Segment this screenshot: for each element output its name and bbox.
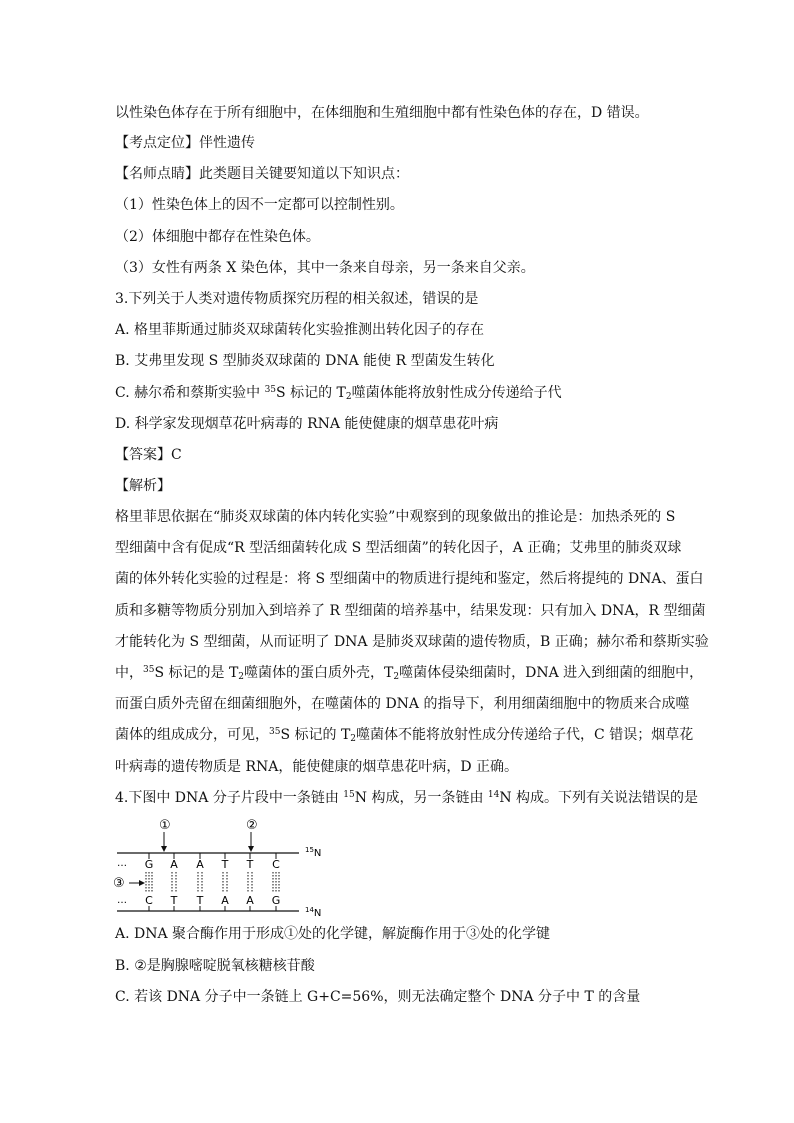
top-strand-label: $^{15}$N xyxy=(305,846,322,859)
isotope-sup: 14 xyxy=(487,790,500,800)
option-c-text: 噬菌体能将放射性成分传递给子代 xyxy=(351,385,562,401)
analysis-line: 菌的体外转化实验的过程是：将 S 型细菌中的物质进行提纯和鉴定，然后将提纯的 DNA、蛋白 xyxy=(115,571,704,587)
question-4-option-b: B. ②是胸腺嘧啶脱氧核糖核苷酸 xyxy=(115,958,315,974)
question-3-stem: 3.下列关于人类对遗传物质探究历程的相关叙述，错误的是 xyxy=(115,291,479,307)
analysis-line: 型细菌中含有促成“R 型活细菌转化成 S 型活细菌”的转化因子，A 正确；艾弗里的肺炎双球 xyxy=(115,540,682,556)
stem-text: N 构成。下列有关说法错误的是 xyxy=(499,790,699,806)
analysis-line: 才能转化为 S 型细菌，从而证明了 DNA 是肺炎双球菌的遗传物质，B 正确；赫尔希和蔡斯实验 xyxy=(115,634,709,650)
note-item: （1）性染色体上的因不一定都可以控制性别。 xyxy=(115,197,404,213)
base-letter: A xyxy=(246,894,254,907)
base-letter: T xyxy=(196,894,204,907)
base-letter: T xyxy=(221,858,229,871)
isotope-sup: 35 xyxy=(264,385,277,395)
dna-fragment-diagram xyxy=(113,815,333,920)
bottom-strand-label: $^{14}$N xyxy=(305,906,322,919)
bottom-strand-dots: … xyxy=(117,895,127,906)
isotope-sup: 35 xyxy=(143,665,155,675)
analysis-line xyxy=(115,664,704,682)
subscript: 2 xyxy=(350,734,357,744)
base-letter: C xyxy=(145,894,153,907)
isotope-sup: 35 xyxy=(269,727,281,737)
analysis-line: 而蛋白质外壳留在细菌细胞外，在噬菌体的 DNA 的指导下，利用细菌细胞中的物质来合成噬 xyxy=(115,696,690,712)
isotope-sup: 15 xyxy=(343,790,355,800)
analysis-text: 噬菌体的蛋白质外壳，T xyxy=(244,665,394,681)
analysis-line xyxy=(115,726,694,744)
label-1: ① xyxy=(159,818,171,833)
top-bases xyxy=(145,858,280,871)
analysis-text: 菌体的组成成分，可见， xyxy=(115,727,269,743)
analysis-text: 噬菌体侵染细菌时，DNA 进入到细菌的细胞中， xyxy=(399,665,704,681)
top-stems xyxy=(149,853,276,859)
base-letter: G xyxy=(271,894,281,907)
option-c-text: S 标记的 T xyxy=(276,385,346,401)
analysis-text: 中， xyxy=(115,665,143,681)
base-letter: A xyxy=(170,858,178,871)
label-2: ② xyxy=(246,818,258,833)
base-letter: A xyxy=(221,894,229,907)
analysis-line: 质和多糖等物质分别加入到培养了 R 型细菌的培养基中，结果发现：只有加入 DNA，R 型细菌 xyxy=(115,603,706,619)
option-c-text: C. 赫尔希和蔡斯实验中 xyxy=(115,385,265,401)
base-letter: T xyxy=(246,858,254,871)
analysis-heading: 【解析】 xyxy=(115,478,171,494)
question-3-option-c xyxy=(115,384,685,402)
subscript: 2 xyxy=(238,672,245,682)
answer-label: 【答案】C xyxy=(115,447,182,463)
bottom-stems xyxy=(149,906,276,911)
question-4-option-a: A. DNA 聚合酶作用于形成①处的化学键，解旋酶作用于③处的化学键 xyxy=(115,926,551,942)
arrow-1-head xyxy=(161,846,167,852)
base-letter: T xyxy=(170,894,178,907)
base-letter: C xyxy=(272,858,280,871)
top-strand-dots: … xyxy=(117,858,127,869)
stem-text: 4.下图中 DNA 分子片段中一条链由 xyxy=(115,790,344,806)
question-3-option-b: B. 艾弗里发现 S 型肺炎双球菌的 DNA 能使 R 型菌发生转化 xyxy=(115,353,495,369)
base-letter: A xyxy=(196,858,204,871)
text-line: 以性染色体存在于所有细胞中，在体细胞和生殖细胞中都有性染色体的存在，D 错误。 xyxy=(115,105,649,121)
label-3: ③ xyxy=(113,876,125,891)
stem-text: N 构成，另一条链由 xyxy=(354,790,488,806)
analysis-text: S 标记的 T xyxy=(280,727,351,743)
note-item: （2）体细胞中都存在性染色体。 xyxy=(115,229,320,245)
arrow-3-head xyxy=(139,880,145,886)
bottom-bases xyxy=(145,894,280,907)
question-4-stem xyxy=(115,789,699,807)
subscript: 2 xyxy=(393,672,400,682)
exam-point-heading: 【考点定位】伴性遗传 xyxy=(115,135,255,151)
analysis-text: S 标记的是 T xyxy=(154,665,239,681)
base-letter: G xyxy=(144,858,154,871)
arrow-2-head xyxy=(248,846,254,852)
analysis-text: 噬菌体不能将放射性成分传递给子代，C 错误；烟草花 xyxy=(356,727,694,743)
question-3-option-d: D. 科学家发现烟草花叶病毒的 RNA 能使健康的烟草患花叶病 xyxy=(115,416,499,432)
note-item: （3）女性有两条 X 染色体，其中一条来自母亲，另一条来自父亲。 xyxy=(115,260,535,276)
question-4-option-c: C. 若该 DNA 分子中一条链上 G+C=56%，则无法确定整个 DNA 分子中 T 的含量 xyxy=(115,989,641,1005)
hydrogen-bonds xyxy=(146,872,279,892)
analysis-line: 叶病毒的遗传物质是 RNA，能使健康的烟草患花叶病，D 正确。 xyxy=(115,759,519,775)
subscript: 2 xyxy=(345,392,352,402)
question-3-option-a: A. 格里菲斯通过肺炎双球菌转化实验推测出转化因子的存在 xyxy=(115,322,485,338)
teacher-note-heading: 【名师点睛】此类题目关键要知道以下知识点： xyxy=(115,166,409,182)
analysis-line: 格里菲思依据在“肺炎双球菌的体内转化实验”中观察到的现象做出的推论是：加热杀死的 S xyxy=(115,509,676,525)
